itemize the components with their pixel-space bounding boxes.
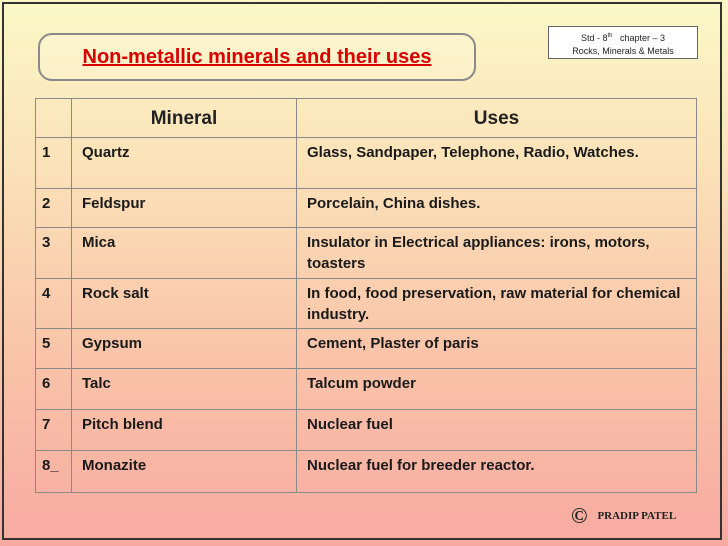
row-number: 8_ [36,451,72,493]
mineral-uses: Porcelain, China dishes. [297,188,697,227]
mineral-uses: Talcum powder [297,368,697,409]
header-num [36,99,72,138]
row-number: 4 [36,278,72,329]
mineral-name: Pitch blend [72,410,297,451]
mineral-name: Quartz [72,138,297,189]
header-uses: Uses [297,99,697,138]
row-number: 5 [36,329,72,368]
mineral-uses: In food, food preservation, raw material for chemical industry. [297,278,697,329]
reference-line-2: Rocks, Minerals & Metals [572,46,674,56]
table-row [36,188,697,227]
mineral-name: Gypsum [72,329,297,368]
mineral-uses: Nuclear fuel for breeder reactor. [297,451,697,493]
table-header-row [36,99,697,138]
row-number: 6 [36,368,72,409]
table-row [36,368,697,409]
mineral-uses: Nuclear fuel [297,410,697,451]
mineral-name: Monazite [72,451,297,493]
reference-std: Std - 8 [580,33,608,43]
row-number: 7 [36,410,72,451]
reference-sup: th [607,33,613,39]
mineral-uses: Cement, Plaster of paris [297,329,697,368]
mineral-uses: Glass, Sandpaper, Telephone, Radio, Watches. [297,138,697,189]
table-row [36,329,697,368]
chapter-reference [548,26,698,59]
row-number: 3 [36,228,72,279]
mineral-name: Mica [72,228,297,279]
table-row [36,138,697,189]
table-row [36,278,697,329]
table-row [36,451,697,493]
minerals-table [35,98,697,493]
copyright-icon: © [571,503,588,528]
mineral-name: Talc [72,368,297,409]
title-box [38,33,476,81]
mineral-uses: Insulator in Electrical appliances: irons, motors, toasters [297,228,697,279]
author-name: PRADIP PATEL [597,510,677,522]
row-number: 1 [36,138,72,189]
reference-chapter: chapter – 3 [620,33,666,43]
mineral-name: Rock salt [72,278,297,329]
page-title: Non-metallic minerals and their uses [82,45,432,68]
mineral-name: Feldspur [72,188,297,227]
table-row [36,228,697,279]
copyright-footer [571,503,676,529]
table-row [36,410,697,451]
row-number: 2 [36,188,72,227]
reference-line-1 [549,30,697,45]
header-mineral: Mineral [72,99,297,138]
